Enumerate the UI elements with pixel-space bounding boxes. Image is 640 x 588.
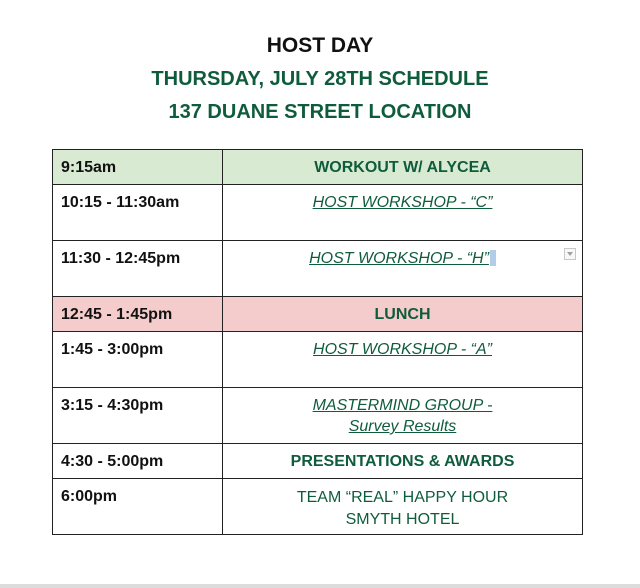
event-cell[interactable]	[223, 241, 583, 297]
event-cell[interactable]	[223, 185, 583, 241]
table-row	[53, 444, 583, 479]
chevron-down-icon[interactable]	[564, 248, 576, 260]
event-line2: SMYTH HOTEL	[345, 511, 460, 528]
table-row	[53, 332, 583, 388]
event-link-line1[interactable]: MASTERMIND GROUP -	[312, 397, 493, 414]
bottom-edge	[0, 584, 640, 588]
time-cell[interactable]: 6:00pm	[53, 479, 223, 535]
event-cell[interactable]: LUNCH	[223, 297, 583, 332]
table-row	[53, 241, 583, 297]
schedule-date-heading: THURSDAY, JULY 28TH SCHEDULE	[151, 68, 489, 90]
schedule-table	[52, 149, 583, 535]
time-cell[interactable]: 9:15am	[53, 150, 223, 185]
location-heading: 137 DUANE STREET LOCATION	[168, 101, 472, 123]
event-cell[interactable]	[223, 388, 583, 444]
table-row	[53, 297, 583, 332]
time-cell[interactable]: 4:30 - 5:00pm	[53, 444, 223, 479]
text-selection-cursor	[490, 250, 496, 266]
time-cell[interactable]: 10:15 - 11:30am	[53, 185, 223, 241]
time-cell[interactable]: 11:30 - 12:45pm	[53, 241, 223, 297]
table-row	[53, 388, 583, 444]
table-row	[53, 185, 583, 241]
event-link-line2[interactable]: Survey Results	[348, 418, 457, 435]
event-link[interactable]: HOST WORKSHOP - “H”	[309, 250, 489, 267]
event-link[interactable]: HOST WORKSHOP - “C”	[312, 194, 493, 211]
time-cell[interactable]: 3:15 - 4:30pm	[53, 388, 223, 444]
event-cell[interactable]: WORKOUT W/ ALYCEA	[223, 150, 583, 185]
event-cell[interactable]: PRESENTATIONS & AWARDS	[223, 444, 583, 479]
time-cell[interactable]: 12:45 - 1:45pm	[53, 297, 223, 332]
table-row	[53, 150, 583, 185]
event-line1: TEAM “REAL” HAPPY HOUR	[296, 489, 509, 506]
event-link[interactable]: HOST WORKSHOP - “A”	[313, 341, 492, 358]
time-cell[interactable]: 1:45 - 3:00pm	[53, 332, 223, 388]
event-cell[interactable]	[223, 479, 583, 535]
table-row	[53, 479, 583, 535]
page-title: HOST DAY	[266, 34, 374, 57]
event-cell[interactable]	[223, 332, 583, 388]
